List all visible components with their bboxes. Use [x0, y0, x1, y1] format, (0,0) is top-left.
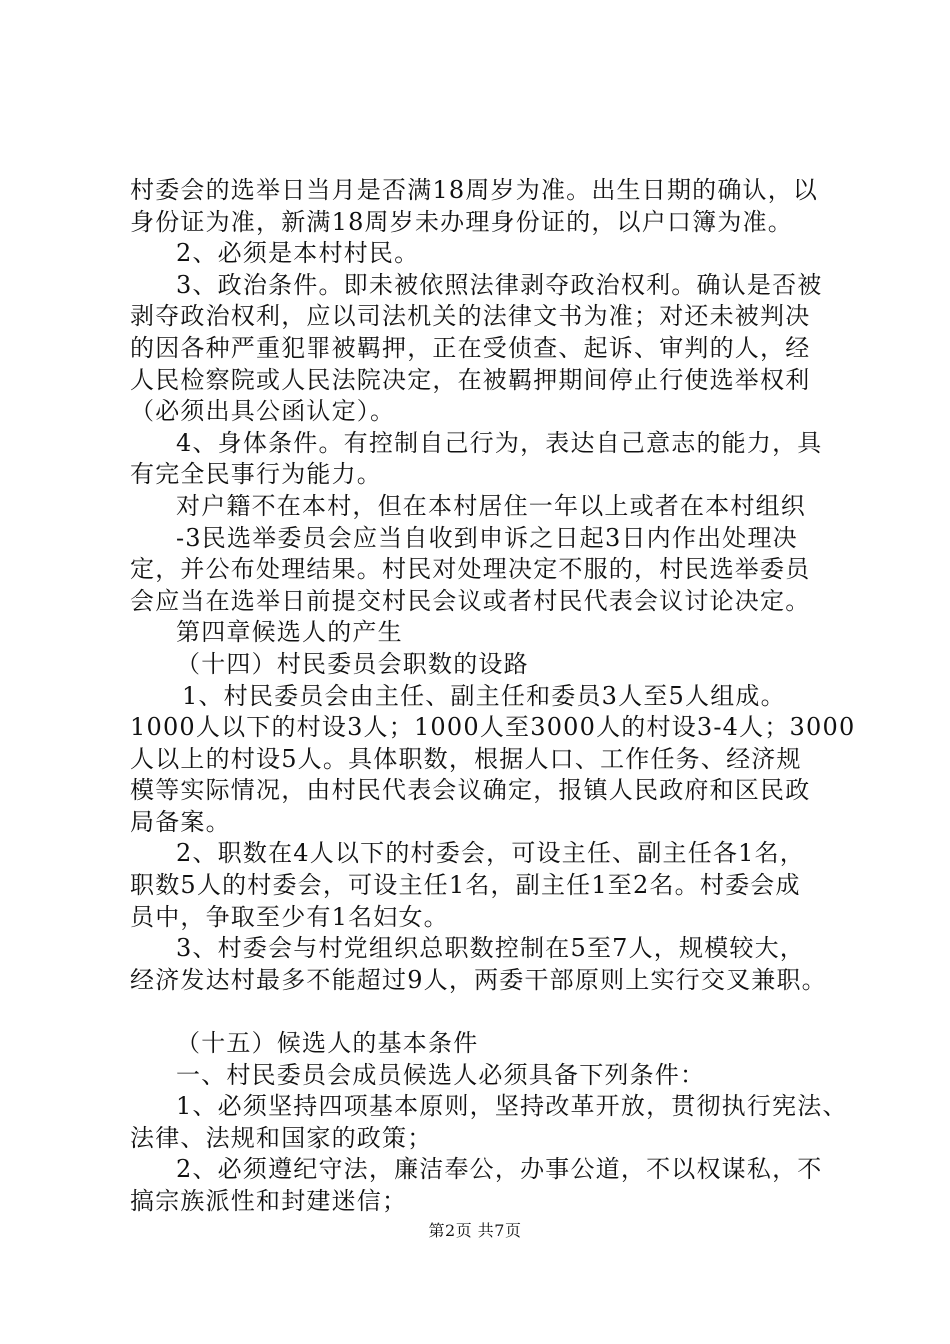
text-line: （十五）候选人的基本条件 — [176, 1029, 479, 1058]
blank-line — [130, 996, 870, 1028]
text-line: 会应当在选举日前提交村民会议或者村民代表会议讨论决定。 — [130, 586, 811, 615]
text-line: 2、必须遵纪守法，廉洁奉公，办事公道，不以权谋私，不 — [176, 1155, 823, 1184]
text-line: 2、职数在4人以下的村委会，可设主任、副主任各1名， — [176, 839, 806, 868]
text-line: 身份证为准，新满18周岁未办理身份证的，以户口簿为准。 — [130, 207, 793, 236]
text-line: （必须出具公函认定）。 — [130, 397, 396, 426]
text-line: 搞宗族派性和封建迷信； — [130, 1187, 408, 1215]
text-line: 法律、法规和国家的政策； — [130, 1123, 433, 1152]
text-line: 一、村民委员会成员候选人必须具备下列条件： — [176, 1060, 706, 1089]
text-line: 1000人以下的村设3人；1000人至3000人的村设3-4人；3000 — [130, 713, 856, 742]
text-line: 职数5人的村委会，可设主任1名，副主任1至2名。村委会成 — [130, 871, 801, 900]
text-line: 1、村民委员会由主任、副主任和委员3人至5人组成。 — [182, 681, 786, 710]
text-line: 局备案。 — [130, 807, 231, 836]
text-line: 模等实际情况，由村民代表会议确定，报镇人民政府和区民政 — [130, 776, 811, 805]
text-line: 3、村委会与村党组织总职数控制在5至7人，规模较大， — [176, 934, 806, 963]
text-line: 4、身体条件。有控制自己行为，表达自己意志的能力，具 — [176, 428, 823, 457]
text-line: 定，并公布处理结果。村民对处理决定不服的，村民选举委员 — [130, 555, 811, 584]
text-line: 的因各种严重犯罪被羁押，正在受侦查、起诉、审判的人，经 — [130, 333, 811, 362]
text-line: -3民选举委员会应当自收到申诉之日起3日内作出处理决 — [176, 523, 798, 552]
text-line: 剥夺政治权利，应以司法机关的法律文书为准；对还未被判决 — [130, 302, 811, 331]
text-line: 3、政治条件。即未被依照法律剥夺政治权利。确认是否被 — [176, 270, 823, 299]
text-line: 1、必须坚持四项基本原则，坚持改革开放，贯彻执行宪法、 — [176, 1092, 848, 1121]
page-footer: 第2页 共7页 — [428, 1221, 522, 1240]
text-line: （十四）村民委员会职数的设路 — [176, 649, 529, 678]
text-line: 有完全民事行为能力。 — [130, 460, 382, 489]
text-line: 2、必须是本村村民。 — [176, 239, 420, 268]
text-line: 人以上的村设5人。具体职数，根据人口、工作任务、经济规 — [130, 744, 802, 773]
text-line: 对户籍不在本村，但在本村居住一年以上或者在本村组织 — [176, 491, 806, 520]
text-line: 经济发达村最多不能超过9人，两委干部原则上实行交叉兼职。 — [130, 965, 827, 994]
text-line: 人民检察院或人民法院决定，在被羁押期间停止行使选举权利 — [130, 365, 811, 394]
text-line: 第四章候选人的产生 — [176, 618, 403, 647]
text-line: 村委会的选举日当月是否满18周岁为准。出生日期的确认，以 — [130, 176, 819, 204]
text-line: 员中，争取至少有1名妇女。 — [130, 902, 449, 931]
document-body — [130, 175, 870, 1218]
